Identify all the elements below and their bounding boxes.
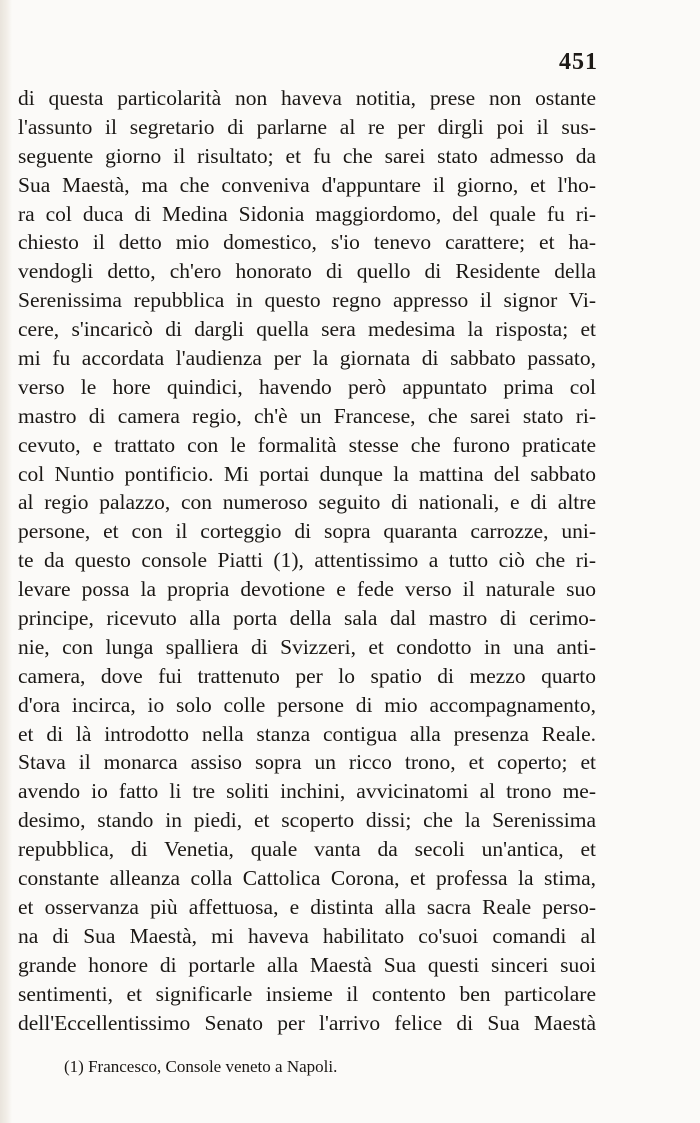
- body-text: [18, 84, 596, 1037]
- text-line: grande honore di portarle alla Maestà Sua questi sinceri suoi: [18, 952, 596, 977]
- text-line: avendo io fatto li tre soliti inchini, avvicinatomi al trono me-: [18, 779, 596, 804]
- text-line: mi fu accordata l'audienza per la giornata di sabbato passato,: [18, 346, 596, 371]
- text-line: et osservanza più affettuosa, e distinta alla sacra Reale perso-: [18, 894, 596, 919]
- text-line: cevuto, e trattato con le formalità stesse che furono praticate: [18, 432, 596, 457]
- text-line: mastro di camera regio, ch'è un Francese, che sarei stato ri-: [18, 403, 596, 428]
- page-gutter-shadow: [0, 0, 12, 1123]
- text-line: dell'Eccellentissimo Senato per l'arrivo felice di Sua Maestà: [18, 1010, 596, 1035]
- text-line: seguente giorno il risultato; et fu che sarei stato admesso da: [18, 143, 596, 168]
- text-line: Stava il monarca assiso sopra un ricco trono, et coperto; et: [18, 750, 596, 775]
- text-line: te da questo console Piatti (1), attentissimo a tutto ciò che ri-: [18, 548, 596, 573]
- text-line: repubblica, di Venetia, quale vanta da secoli un'antica, et: [18, 837, 596, 862]
- text-line: verso le hore quindici, havendo però appuntato prima col: [18, 374, 596, 399]
- text-line: Serenissima repubblica in questo regno appresso il signor Vi-: [18, 288, 596, 313]
- text-line: cere, s'incaricò di dargli quella sera medesima la risposta; et: [18, 317, 596, 342]
- text-line: camera, dove fui trattenuto per lo spatio di mezzo quarto: [18, 663, 596, 688]
- text-line: Sua Maestà, ma che conveniva d'appuntare il giorno, et l'ho-: [18, 172, 596, 197]
- text-line: ra col duca di Medina Sidonia maggiordomo, del quale fu ri-: [18, 201, 596, 226]
- footnote: (1) Francesco, Console veneto a Napoli.: [64, 1057, 338, 1076]
- text-line: et di là introdotto nella stanza contigua alla presenza Reale.: [18, 721, 596, 746]
- text-line: persone, et con il corteggio di sopra quaranta carrozze, uni-: [18, 519, 596, 544]
- text-line: col Nuntio pontificio. Mi portai dunque la mattina del sabbato: [18, 461, 596, 486]
- text-line: di questa particolarità non haveva notitia, prese non ostante: [18, 86, 596, 110]
- text-line: nie, con lunga spalliera di Svizzeri, et condotto in una anti-: [18, 634, 596, 659]
- text-line: al regio palazzo, con numeroso seguito di nationali, e di altre: [18, 490, 596, 515]
- page-number: 451: [559, 49, 598, 75]
- text-line: constante alleanza colla Cattolica Corona, et professa la stima,: [18, 866, 596, 891]
- text-line: chiesto il detto mio domestico, s'io tenevo carattere; et ha-: [18, 230, 596, 255]
- text-line: na di Sua Maestà, mi haveva habilitato co'suoi comandi al: [18, 923, 596, 948]
- text-line: sentimenti, et significarle insieme il contento ben particolare: [18, 981, 596, 1006]
- text-line: vendogli detto, ch'ero honorato di quello di Residente della: [18, 259, 596, 284]
- text-line: desimo, stando in piedi, et scoperto dissi; che la Serenissima: [18, 808, 596, 833]
- text-line: d'ora incirca, io solo colle persone di mio accompagnamento,: [18, 692, 596, 717]
- text-line: l'assunto il segretario di parlarne al re per dirgli poi il sus-: [18, 114, 596, 139]
- text-line: principe, ricevuto alla porta della sala dal mastro di cerimo-: [18, 606, 596, 631]
- text-line: levare possa la propria devotione e fede verso il naturale suo: [18, 577, 596, 602]
